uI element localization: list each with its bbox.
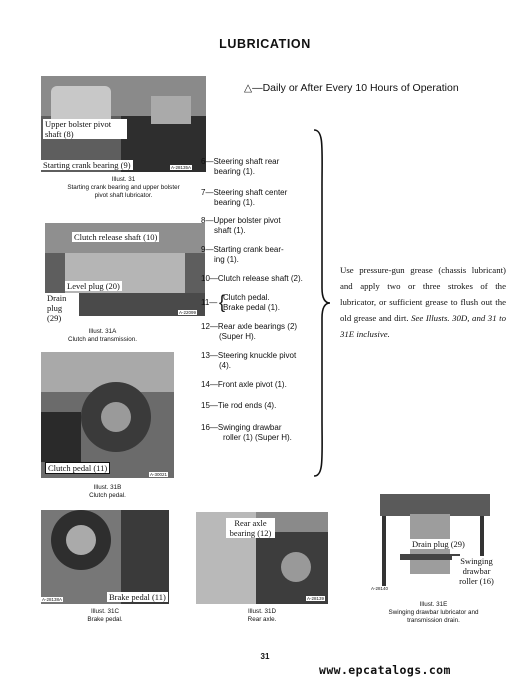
callout-swinging-drawbar-roller: Swinging drawbar roller (16) [452,556,501,586]
interval-heading: △—Daily or After Every 10 Hours of Operation [244,82,459,94]
callout-brake-pedal: Brake pedal (11) [109,592,166,602]
caption-text: Swinging drawbar lubricator and transmission drain. [388,609,479,624]
item-text: Steering shaft rear [213,157,280,166]
caption-illust-31a [45,328,160,344]
photo-illust-31a [45,223,205,323]
caption-text: Rear axle. [247,616,277,623]
instruction-reference: See Illusts. 30D, and 31 to 31E inclusive. [340,313,507,339]
photo-illust-31 [41,76,206,172]
item-text: bearing (1). [214,167,255,176]
photo-illust-31d [196,512,328,604]
instruction-paragraph [340,262,506,342]
item-text: (Super H). [219,332,256,341]
large-brace [310,128,332,478]
item-text: Clutch pedal. [223,293,270,302]
instruction-text: Use pressure-gun grease (chassis lubricant) and apply two or three strokes of the lubricator, or sufficient grease to flush out the old grease and dirt. [340,265,506,323]
item-text: Starting crank bear- [213,245,284,254]
watermark-url: www.epcatalogs.com [319,663,451,677]
callout-clutch-release-shaft: Clutch release shaft (10) [74,232,158,242]
caption-title: Illust. 31D [248,608,276,615]
photo-code: A-22099 [179,310,197,315]
caption-illust-31c [41,608,169,624]
page-title: LUBRICATION [219,37,311,51]
item-number: 8— [201,216,214,225]
callout-drain-plug: Drain plug (29) [45,293,79,323]
caption-text: Clutch and transmission. [68,336,137,343]
bracket-glyph: { [219,292,226,312]
photo-illust-31c [41,510,169,604]
caption-illust-31e [370,601,497,625]
item-number: 9— [201,245,214,254]
caption-title: Illust. 31C [91,608,119,615]
caption-text: Clutch pedal. [89,492,126,499]
caption-illust-31b [41,484,174,500]
item-number: 11— [201,298,218,307]
item-text: (4). [219,361,231,370]
photo-code: A-30021 [150,472,168,477]
item-text: shaft (1). [214,226,246,235]
photo-code: A-28138A [42,597,63,602]
item-number: 7— [201,188,214,197]
callout-clutch-pedal: Clutch pedal (11) [45,462,110,474]
photo-illust-31e [370,494,497,596]
callout-starting-crank-bearing: Starting crank bearing (9) [43,160,131,170]
photo-code: A-28135A [171,165,192,170]
item-text: Rear axle bearings (2) [217,322,298,331]
item-number: 6— [201,157,214,166]
item-number: 12— [201,322,218,331]
caption-title: Illust. 31A [88,328,117,335]
item-number: 10— [201,274,218,283]
item-number: 15— [201,401,218,410]
item-text: Steering knuckle pivot [217,351,297,360]
photo-code: A-28139 [307,596,325,601]
callout-drain-plug-31e: Drain plug (29) [412,539,465,549]
item-text: Front axle pivot (1). [217,380,287,389]
item-text: Upper bolster pivot [213,216,281,225]
caption-illust-31 [41,176,206,200]
caption-text: Brake pedal. [87,616,123,623]
photo-illust-31b [41,352,174,478]
item-text: ing (1). [214,255,239,264]
callout-rear-axle-bearing: Rear axle bearing (12) [226,518,275,538]
caption-text: Starting crank bearing and upper bolster pivot shaft lubricator. [67,184,180,199]
item-text: Tie rod ends (4). [217,401,277,410]
item-text: Brake pedal (1). [223,303,280,312]
caption-title: Illust. 31B [93,484,122,491]
callout-upper-bolster-pivot-shaft: Upper bolster pivot shaft (8) [43,119,127,139]
item-text: Swinging drawbar [217,423,282,432]
caption-title: Illust. 31E [419,601,448,608]
caption-illust-31d [196,608,328,624]
item-text: roller (1) (Super H). [223,433,292,442]
callout-level-plug: Level plug (20) [67,281,120,291]
item-text: Steering shaft center [213,188,288,197]
item-number: 16— [201,423,218,432]
item-number: 13— [201,351,218,360]
page-number: 31 [260,652,270,661]
caption-title: Illust. 31 [111,176,136,183]
item-text: Clutch release shaft (2). [217,274,303,283]
photo-code: A-28140 [371,586,389,591]
item-number: 14— [201,380,218,389]
item-text: bearing (1). [214,198,255,207]
